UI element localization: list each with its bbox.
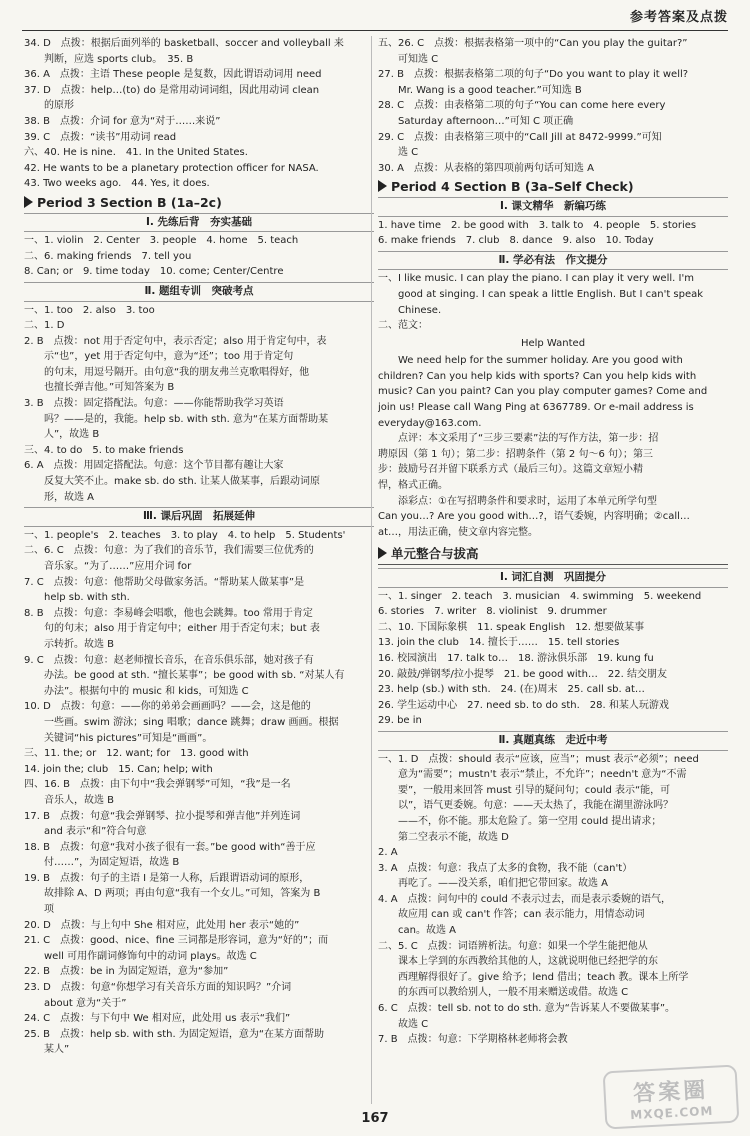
answer-line: 某人” xyxy=(24,1044,70,1056)
answer-line: 17. B 点拨：句意“我会弹钢琴、拉小提琴和弹吉他”并列连词 xyxy=(24,810,301,822)
answer-line: 6. A 点拨：用固定搭配法。句意：这个节目都有趣让大家 xyxy=(24,460,284,472)
answer-line: 21. C 点拨：good、nice、fine 三词都是形容词，意为“好的”；而 xyxy=(24,935,329,947)
section-subheading: Ⅱ. 真题真练 走近中考 xyxy=(378,731,728,751)
answer-line: 步：鼓励号召并留下联系方式（最后三句）。这篇文章短小精 xyxy=(378,464,643,476)
unit-heading xyxy=(378,546,728,565)
watermark-line-1: 答案圈 xyxy=(632,1077,709,1107)
column-separator xyxy=(371,36,372,1104)
essay-title: Help Wanted xyxy=(520,337,586,349)
answer-line: can。故选 A xyxy=(378,925,456,937)
watermark-line-2: MXQE.COM xyxy=(629,1103,714,1122)
answer-line: 24. C 点拨：与下句中 We 相对应，此处用 us 表示“我们” xyxy=(24,1013,291,1025)
answer-line: 30. A 点拨：从表格的第四项前两句话可知选 A xyxy=(378,162,594,174)
answer-line: 8. Can; or 9. time today 10. come; Center/Centre xyxy=(24,266,284,278)
answer-line: 三、11. the; or 12. want; for 13. good with xyxy=(24,748,249,760)
answer-line: ——不，你不能。那太危险了。第一空用 could 提出请求； xyxy=(378,815,662,827)
answer-line: 一些画。swim 游泳；sing 唱歌；dance 跳舞；draw 画画。根据 xyxy=(24,716,339,728)
answer-line: 的句末，用逗号隔开。由句意“我的朋友弗兰克歌唱得好，他 xyxy=(24,366,310,378)
answer-line: music? Can you paint? Can you play computer games? Come and xyxy=(378,386,708,398)
period-heading-text: Period 3 Section B (1a–2c) xyxy=(37,194,222,210)
answer-line: good at singing. I can speak a little English. But I can't speak xyxy=(378,288,704,300)
answer-line: 29. be in xyxy=(378,715,422,727)
answer-line: 二、6. making friends 7. tell you xyxy=(24,250,192,262)
section-subheading: Ⅰ. 词汇自测 巩固提分 xyxy=(378,568,728,588)
answer-line: 示“也”，yet 用于否定句中，意为“还”；too 用于肯定句 xyxy=(24,351,294,363)
answer-line: 句的句末；also 用于肯定句中；either 用于否定句末；but 表 xyxy=(24,623,320,635)
answer-line: 28. C 点拨：由表格第二项的句子“You can come here every xyxy=(378,100,666,112)
period-heading xyxy=(24,195,374,211)
answer-line: 形，故选 A xyxy=(24,491,95,503)
answer-line: 29. C 点拨：由表格第三项中的“Call Jill at 8472-9999.”可知 xyxy=(378,131,662,143)
answer-line: about 意为“关于” xyxy=(24,997,127,1009)
answer-line: 3. B 点拨：固定搭配法。句意：——你能帮助我学习英语 xyxy=(24,398,284,410)
answer-line: 18. B 点拨：句意“我对小孩子很有一套。”be good with“善于应 xyxy=(24,841,316,853)
answer-line: 选 C xyxy=(378,147,419,159)
section-subheading: Ⅱ. 学必有法 作文提分 xyxy=(378,251,728,271)
answer-line: 14. join the; club 15. Can; help; with xyxy=(24,763,213,775)
period-heading-text: Period 4 Section B (3a–Self Check) xyxy=(391,179,634,195)
answer-line: 四、16. B 点拨：由下句中“我会弹钢琴”可知，“我”是一名 xyxy=(24,779,291,791)
answer-line: 的东西可以教给别人，一般不用来赠送或借。故选 C xyxy=(378,987,629,999)
unit-heading-text: 单元整合与拔高 xyxy=(391,546,479,562)
left-column xyxy=(24,36,374,1058)
answer-line: 一、I like music. I can play the piano. I can play it very well. I'm xyxy=(378,273,694,285)
answer-line: 一、1. people's 2. teaches 3. to play 4. to help 5. Students' xyxy=(24,529,346,541)
answer-line: help sb. with sth. xyxy=(24,592,130,604)
triangle-bullet-icon xyxy=(378,547,387,559)
answer-line: 37. D 点拨：help…(to) do 是常用动词词组，因此用动词 clean xyxy=(24,84,320,96)
answer-line: 34. D 点拨：根据后面列举的 basketball、soccer and volleyball 来 xyxy=(24,38,344,49)
triangle-bullet-icon xyxy=(24,196,33,208)
answer-line: 故选 C xyxy=(378,1018,429,1030)
answer-line: 二、1. D xyxy=(24,320,65,332)
answer-line: 27. B 点拨：根据表格第二项的句子“Do you want to play it well? xyxy=(378,69,689,81)
answer-line: Mr. Wang is a good teacher.”可知选 B xyxy=(378,84,582,96)
answer-line: everyday@163.com. xyxy=(378,417,482,429)
period-heading xyxy=(378,179,728,195)
answer-line: 9. C 点拨：句意：赵老师擅长音乐，在音乐俱乐部，她对孩子有 xyxy=(24,654,314,666)
answer-line: 7. B 点拨：句意：下学期格林老师将会教 xyxy=(378,1034,568,1046)
answer-line: 课本上学到的东西教给其他的人，这就说明他已经把学的东 xyxy=(378,956,658,968)
answer-line: 付……”，为固定短语，故选 B xyxy=(24,857,180,869)
answer-line: 6. make friends 7. club 8. dance 9. also 10. Today xyxy=(378,235,654,247)
answer-line: 添彩点：①在写招聘条件和要求时，运用了本单元所学句型 xyxy=(378,495,657,507)
answer-line: 二、6. C 点拨：句意：为了我们的音乐节，我们需要三位优秀的 xyxy=(24,545,314,557)
answer-line: 要”，一般用来回答 must 引导的疑问句；could 表示“能，可 xyxy=(378,784,671,796)
answer-line: 4. A 点拨：问句中的 could 不表示过去，而是表示委婉的语气， xyxy=(378,893,671,905)
answer-line: 一、1. singer 2. teach 3. musician 4. swimming 5. weekend xyxy=(378,590,702,602)
answer-line: 办法。be good at sth. “擅长某事”；be good with sb. “对某人有 xyxy=(24,670,345,682)
answer-line: 25. B 点拨：help sb. with sth. 为固定短语，意为“在某方面帮助 xyxy=(24,1028,325,1040)
answer-line: 判断，应选 sports club。 35. B xyxy=(24,53,194,65)
answer-line: 项 xyxy=(24,904,54,916)
answer-line: 故排除 A、D 两项；再由句意“我有一个女儿。”可知，答案为 B xyxy=(24,888,321,900)
answer-line: 故应用 can 或 can't 作答；can 表示能力，用情态动词 xyxy=(378,909,645,921)
answer-line: 的原形 xyxy=(24,100,74,112)
answer-line: 聘原因（第 1 句）；第二步：招聘条件（第 2 句～6 句）；第三 xyxy=(378,448,653,460)
answer-line: 19. B 点拨：句子的主语 I 是第一人称，后跟谓语动词的原形， xyxy=(24,872,310,884)
answer-line: 悍，格式正确。 xyxy=(378,480,448,492)
section-subheading: Ⅰ. 课文精华 新编巧练 xyxy=(378,197,728,217)
answer-line: 再吃了。——没关系，咱们把它带回家。故选 A xyxy=(378,878,609,890)
answer-line: well 可用作副词修饰句中的动词 plays。故选 C xyxy=(24,950,257,962)
answer-line: 二、范文： xyxy=(378,320,428,332)
answer-line: 二、5. C 点拨：词语辨析法。句意：如果一个学生能把他从 xyxy=(378,940,648,952)
answer-line: 7. C 点拨：句意：他帮助父母做家务活。“帮助某人做某事”是 xyxy=(24,576,305,588)
right-column xyxy=(378,36,728,1048)
answer-line: 第二空表示不能，故选 D xyxy=(378,831,509,843)
answer-line: 关键词“his pictures”可知是“画画”。 xyxy=(24,732,213,744)
answer-line: 反复大笑不止。make sb. do sth. 让某人做某事，后跟动词原 xyxy=(24,476,321,488)
answer-line: 39. C 点拨：“读书”用动词 read xyxy=(24,131,177,143)
answer-line: 可知选 C xyxy=(378,53,439,65)
answer-line: 43. Two weeks ago. 44. Yes, it does. xyxy=(24,178,210,190)
answer-line: 音乐家。“为了……”应用介词 for xyxy=(24,561,192,572)
section-subheading: Ⅲ. 课后巩固 拓展延伸 xyxy=(24,507,374,527)
answer-line: 6. C 点拨：tell sb. not to do sth. 意为“告诉某人不要做某事”。 xyxy=(378,1003,676,1015)
answer-line: 23. D 点拨：句意“你想学习有关音乐方面的知识吗？”介词 xyxy=(24,982,292,994)
answer-line: Can you…? Are you good with…?，语气委婉，内容明确；②call… xyxy=(378,511,690,523)
answer-line: 点评：本文采用了“三步三要素”法的写作方法，第一步：招 xyxy=(378,433,659,445)
answer-line: 10. D 点拨：句意：——你的弟弟会画画吗？——会，这是他的 xyxy=(24,701,311,713)
answer-line: 一、1. too 2. also 3. too xyxy=(24,304,155,316)
answer-line: 以”，语气更委婉。句意：——天太热了，我能在湖里游泳吗？ xyxy=(378,800,674,812)
answer-line: 13. join the club 14. 擅长于…… 15. tell stories xyxy=(378,637,620,649)
answer-line: 一、1. violin 2. Center 3. people 4. home 5. teach xyxy=(24,235,299,247)
answer-line: 一、1. D 点拨：should 表示“应该，应当”；must 表示“必须”；need xyxy=(378,753,699,765)
page-number: 167 xyxy=(361,1111,389,1126)
answer-line: 办法”。根据句中的 music 和 kids，可知选 C xyxy=(24,685,249,697)
answer-line: and 表示“和”符合句意 xyxy=(24,826,147,838)
section-subheading: Ⅰ. 先练后背 夯实基础 xyxy=(24,213,374,233)
answer-line: We need help for the summer holiday. Are you good with xyxy=(378,355,683,367)
answer-line: 26. 学生运动中心 27. need sb. to do sth. 28. 和某人玩游戏 xyxy=(378,699,669,711)
answer-line: 六、40. He is nine. 41. In the United States. xyxy=(24,147,248,159)
answer-line: 8. B 点拨：句意：李易峰会唱歌，他也会跳舞。too 常用于肯定 xyxy=(24,607,313,619)
answer-line: 示转折。故选 B xyxy=(24,638,115,650)
answer-line: 音乐人，故选 B xyxy=(24,794,115,806)
answer-line: 6. stories 7. writer 8. violinist 9. drummer xyxy=(378,606,607,618)
section-subheading: Ⅱ. 题组专训 突破考点 xyxy=(24,282,374,302)
answer-line: 20. D 点拨：与上句中 She 相对应，此处用 her 表示“她的” xyxy=(24,919,300,931)
answer-line: 42. He wants to be a planetary protection officer for NASA. xyxy=(24,162,319,174)
answer-line: 38. B 点拨：介词 for 意为“对于……来说” xyxy=(24,115,221,127)
answer-line: 五、26. C 点拨：根据表格第一项中的“Can you play the guitar?” xyxy=(378,38,688,49)
answer-line: 22. B 点拨：be in 为固定短语，意为“参加” xyxy=(24,966,229,978)
answer-line: join us! Please call Wang Ping at 6367789. Or e-mail address is xyxy=(378,402,694,414)
answer-line: 16. 校园演出 17. talk to… 18. 游泳俱乐部 19. kung fu xyxy=(378,652,654,664)
answer-line: at…，用法正确，使文章内容完整。 xyxy=(378,526,539,538)
answer-line: 吗？——是的，我能。help sb. with sth. 意为“在某方面帮助某 xyxy=(24,413,329,425)
answer-line: 人”，故选 B xyxy=(24,429,100,441)
answer-line: 也擅长弹吉他。”可知答案为 B xyxy=(24,382,175,394)
page-header-title: 参考答案及点拨 xyxy=(629,10,728,25)
answer-line: 西理解得很好了。give 给予；lend 借出；teach 教。课本上所学 xyxy=(378,971,689,983)
answer-line: 二、10. 下国际象棋 11. speak English 12. 想要做某事 xyxy=(378,621,645,633)
answer-line: 20. 敲鼓/弹钢琴/拉小提琴 21. be good with… 22. 结交朋友 xyxy=(378,668,667,680)
answer-line: 2. A xyxy=(378,847,398,859)
header-rule xyxy=(22,30,728,31)
answer-line: children? Can you help kids with sports? Can you help kids with xyxy=(378,370,697,382)
answer-line: Saturday afternoon…”可知 C 项正确 xyxy=(378,115,574,127)
answer-line: 2. B 点拨：not 用于否定句中，表示否定；also 用于肯定句中，表 xyxy=(24,335,327,347)
answer-line: 3. A 点拨：句意：我点了太多的食物，我不能（can't） xyxy=(378,862,633,874)
answer-line: 1. have time 2. be good with 3. talk to 4. people 5. stories xyxy=(378,219,697,231)
answer-line: 36. A 点拨：主语 These people 是复数，因此谓语动词用 need xyxy=(24,69,322,81)
answer-line: 意为“需要”；mustn't 表示“禁止，不允许”；needn't 意为“不需 xyxy=(378,769,687,781)
triangle-bullet-icon xyxy=(378,180,387,192)
answer-line: 三、4. to do 5. to make friends xyxy=(24,444,184,456)
answer-line: 23. help (sb.) with sth. 24. (在)周末 25. call sb. at… xyxy=(378,684,645,696)
answer-line: Chinese. xyxy=(378,304,442,316)
watermark-stamp xyxy=(603,1065,740,1130)
